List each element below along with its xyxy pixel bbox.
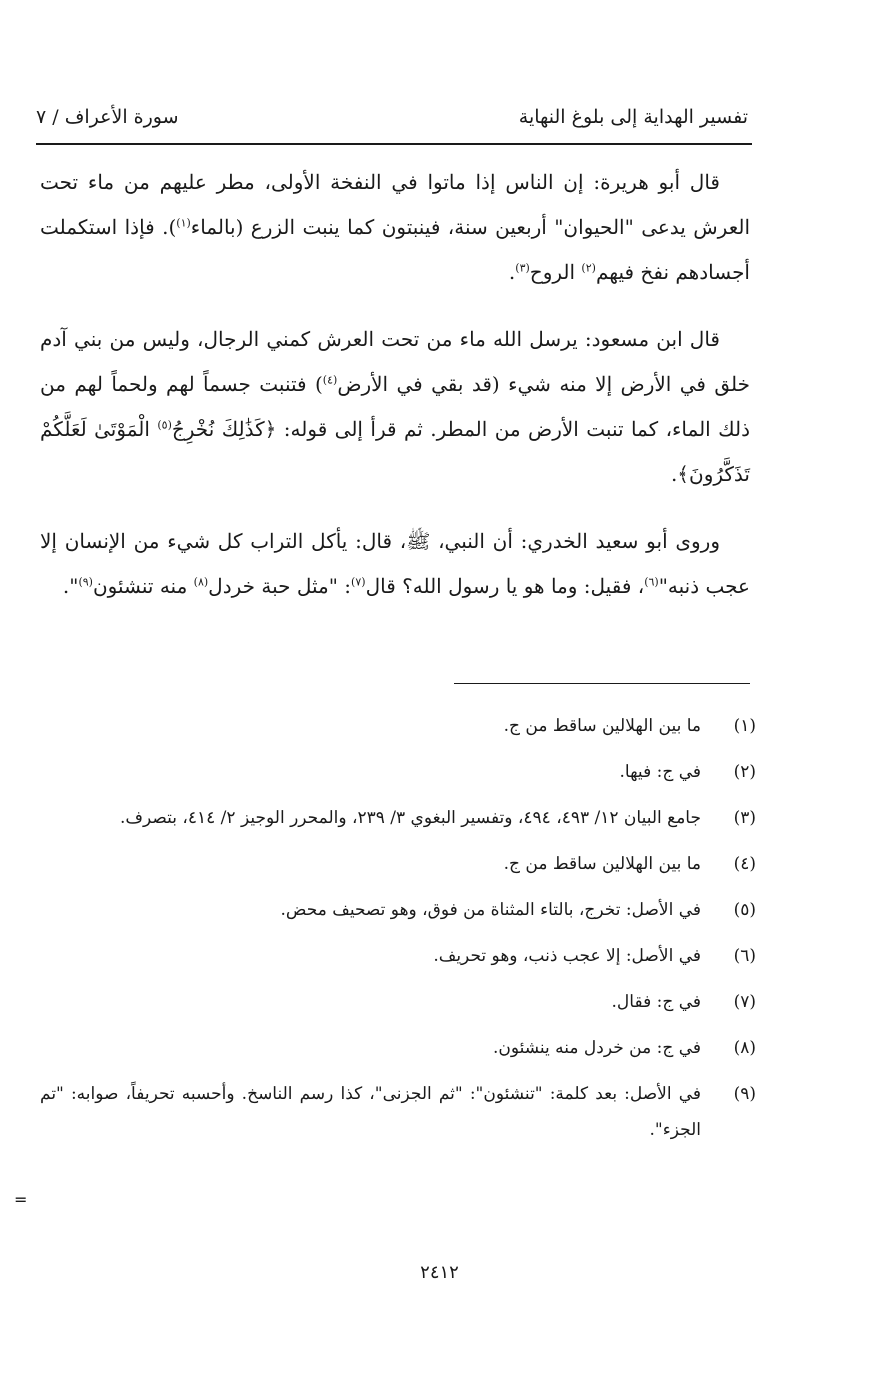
footnote-reference: (١) [176, 216, 191, 230]
body-paragraph [40, 160, 750, 295]
main-text [40, 160, 750, 631]
footnote-text: جامع البيان ١٢/ ٤٩٣، ٤٩٤، وتفسير البغوي ٣/ ٢٣٩، والمحرر الوجيز ٢/ ٤١٤، بتصرف. [119, 808, 701, 828]
footnote-reference: (٨) [193, 575, 209, 589]
text-run: ، فقيل: وما هو يا رسول الله؟ قال [365, 574, 645, 598]
footnote-text: في ج: فقال. [611, 992, 701, 1012]
surah-label: سورة الأعراف / ٧ [36, 106, 179, 128]
text-run: ) فتنبت جسماً لهم ولحماً لهم من ذلك الماء، كما تنبت الأرض من المطر. ثم قرأ إلى قوله: ﴿كَذَٰلِكَ نُخْرِجُ [40, 372, 751, 441]
footnote-text: في ج: من خردل منه ينشئون. [492, 1038, 701, 1058]
body-paragraph [40, 317, 750, 497]
footnote-number: (٨) [733, 1038, 756, 1058]
footnote-number: (٢) [733, 762, 756, 782]
footnote-text: ما بين الهلالين ساقط من ج. [503, 716, 701, 736]
footnote-text: في الأصل: تخرج، بالتاء المثناة من فوق، وهو تصحيف محض. [280, 900, 701, 920]
header-rule [36, 143, 752, 145]
footnote-reference: (٣) [515, 261, 530, 275]
text-run: ". [62, 574, 79, 598]
footnote-reference: (٩) [78, 575, 93, 589]
footnote-item [40, 800, 756, 836]
body-paragraph [40, 519, 750, 609]
footnote-number: (٣) [733, 808, 756, 828]
text-run: : "مثل حبة خردل [208, 574, 352, 598]
footnote-reference: (٦) [644, 575, 659, 589]
footnote-item [40, 754, 756, 790]
running-header [36, 100, 748, 134]
text-run: الْمَوْتَىٰ لَعَلَّكُمْ تَذَكَّرُونَ﴾. [40, 417, 750, 486]
footnote-number: (٤) [733, 854, 756, 874]
footnote-item [40, 984, 756, 1020]
footnote-item [40, 1030, 756, 1066]
footnote-text: ما بين الهلالين ساقط من ج. [503, 854, 701, 874]
footnote-number: (١) [733, 716, 756, 736]
footnote-separator [454, 683, 750, 684]
footnote-text: في الأصل: بعد كلمة: "تنشئون": "ثم الجزنى"، كذا رسم الناسخ. وأحسبه تحريفاً، صوابه: "تم الجزء". [40, 1084, 701, 1140]
book-title: تفسير الهداية إلى بلوغ النهاية [518, 106, 748, 128]
page-number: ٢٤١٢ [420, 1262, 459, 1283]
text-run: وروى أبو سعيد الخدري: أن النبي، ﷺ، قال: يأكل التراب كل شيء من الإنسان إلا عجب ذنبه" [40, 529, 750, 598]
footnote-reference: (٥) [157, 418, 172, 432]
text-run: قال ابن مسعود: يرسل الله ماء من تحت العرش كمني الرجال، وليس من بني آدم خلق في الأرض إلا منه شيء (قد بقي في الأرض [40, 327, 750, 396]
footnote-reference: (٧) [351, 575, 366, 589]
footnote-item [40, 892, 756, 928]
footnote-number: (٥) [733, 900, 756, 920]
footnote-text: في الأصل: إلا عجب ذنب، وهو تحريف. [433, 946, 701, 966]
footnote-number: (٧) [733, 992, 756, 1012]
footnote-reference: (٤) [322, 373, 338, 387]
text-run: الروح [529, 260, 582, 284]
text-run: . [508, 260, 516, 284]
footnote-text: في ج: فيها. [619, 762, 701, 782]
footnote-number: (٩) [733, 1084, 756, 1104]
footnote-item [40, 938, 756, 974]
text-run: ). فإذا استكملت أجسادهم نفخ فيهم [40, 215, 750, 284]
footnotes-list [40, 708, 756, 1158]
margin-mark: = [14, 1190, 28, 1209]
footnote-number: (٦) [733, 946, 756, 966]
footnote-item [40, 1076, 756, 1148]
footnote-reference: (٢) [581, 261, 596, 275]
text-run: قال أبو هريرة: إن الناس إذا ماتوا في النفخة الأولى، مطر عليهم من ماء تحت العرش يدعى "الحيوان" أربعين سنة، فينبتون كما ينبت الزرع (بالماء [40, 170, 750, 239]
footnote-item [40, 846, 756, 882]
footnote-item [40, 708, 756, 744]
text-run: منه تنشئون [92, 574, 194, 598]
